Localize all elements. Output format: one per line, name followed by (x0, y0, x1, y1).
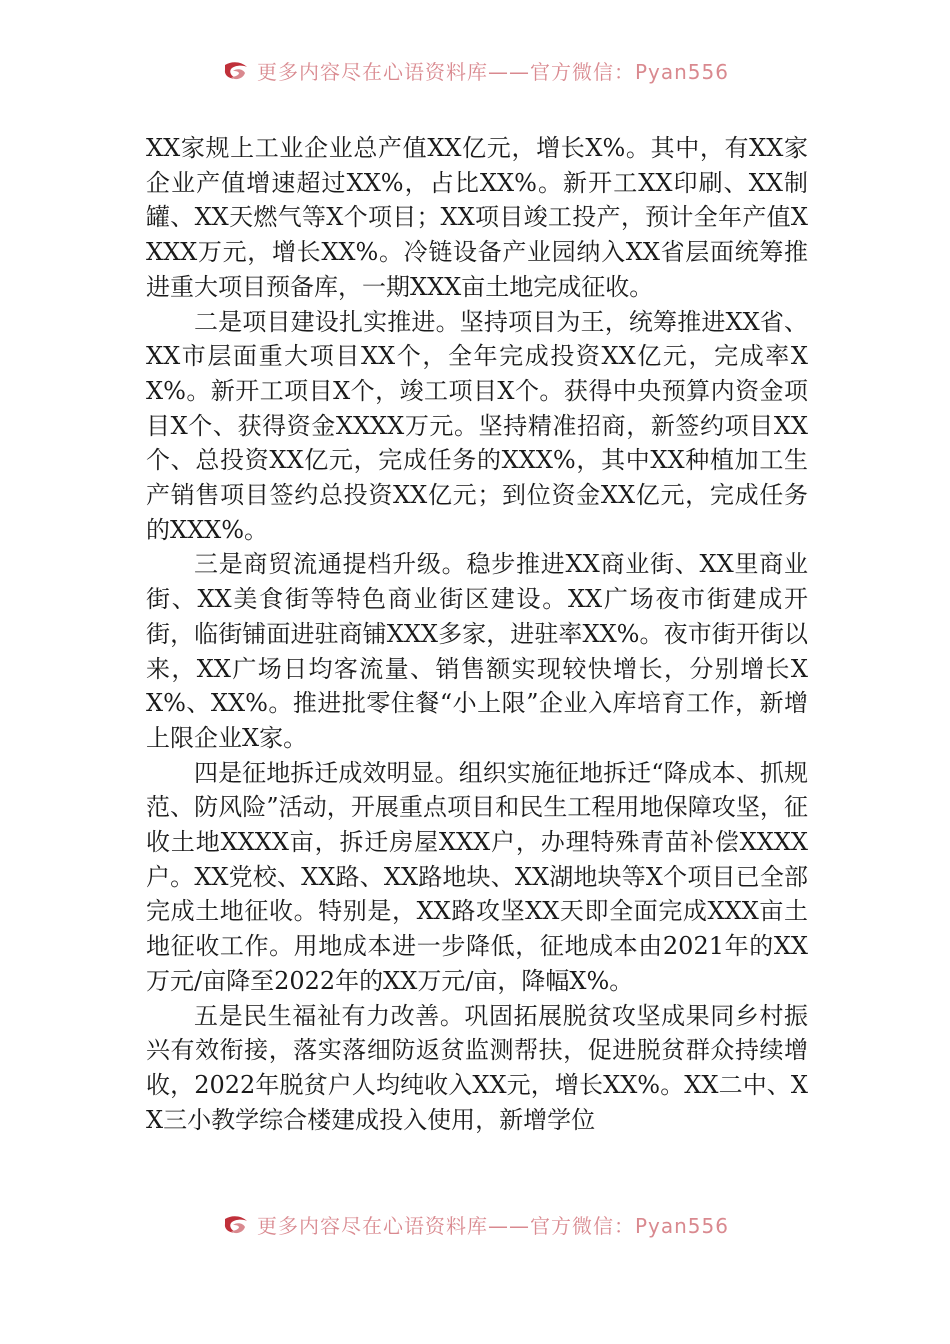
watermark-logo-icon (221, 1213, 251, 1237)
paragraph-4: 四是征地拆迁成效明显。组织实施征地拆迁“降成本、抓规范、防风险”活动，开展重点项目和民生工程用地保障攻坚，征收土地XXXX亩，拆迁房屋XXX户，办理特殊青苗补偿XXXX户。XX党校、XX路、XX路地块、XX湖地块等X个项目已全部完成土地征收。特别是，XX路攻坚XX天即全面完成XXX亩土地征收工作。用地成本进一步降低，征地成本由2021年的XX万元/亩降至2022年的XX万元/亩，降幅X%。 (146, 758, 808, 995)
watermark-text: 更多内容尽在心语资料库——官方微信：Pyan556 (256, 1214, 729, 1238)
header-watermark (0, 46, 950, 86)
paragraph-3: 三是商贸流通提档升级。稳步推进XX商业街、XX里商业街、XX美食街等特色商业街区建设。XX广场夜市街建成开街，临街铺面进驻商铺XXX多家，进驻率XX%。夜市街开街以来，XX广场日均客流量、销售额实现较快增长，分别增长XX%、XX%。推进批零住餐“小上限”企业入库培育工作，新增上限企业X家。 (146, 550, 808, 752)
watermark-logo-icon (221, 59, 251, 83)
watermark-text: 更多内容尽在心语资料库——官方微信：Pyan556 (256, 60, 729, 84)
footer-watermark (0, 1200, 950, 1240)
document-body (146, 131, 808, 1137)
paragraph-5: 五是民生福祉有力改善。巩固拓展脱贫攻坚成果同乡村振兴有效衔接，落实落细防返贫监测帮扶，促进脱贫群众持续增收，2022年脱贫户人均纯收入XX元，增长XX%。XX二中、XX三小教学综合楼建成投入使用，新增学位 (146, 1001, 808, 1134)
paragraph-2: 二是项目建设扎实推进。坚持项目为王，统筹推进XX省、XX市层面重大项目XX个，全年完成投资XX亿元，完成率XX%。新开工项目X个，竣工项目X个。获得中央预算内资金项目X个、获得资金XXXX万元。坚持精准招商，新签约项目XX个、总投资XX亿元，完成任务的XXX%，其中XX种植加工生产销售项目签约总投资XX亿元；到位资金XX亿元，完成任务的XXX%。 (146, 307, 808, 544)
paragraph-1: XX家规上工业企业总产值XX亿元，增长X%。其中，有XX家企业产值增速超过XX%，占比XX%。新开工XX印刷、XX制罐、XX天燃气等X个项目；XX项目竣工投产，预计全年产值XXXX万元，增长XX%。冷链设备产业园纳入XX省层面统筹推进重大项目预备库，一期XXX亩土地完成征收。 (146, 134, 808, 301)
